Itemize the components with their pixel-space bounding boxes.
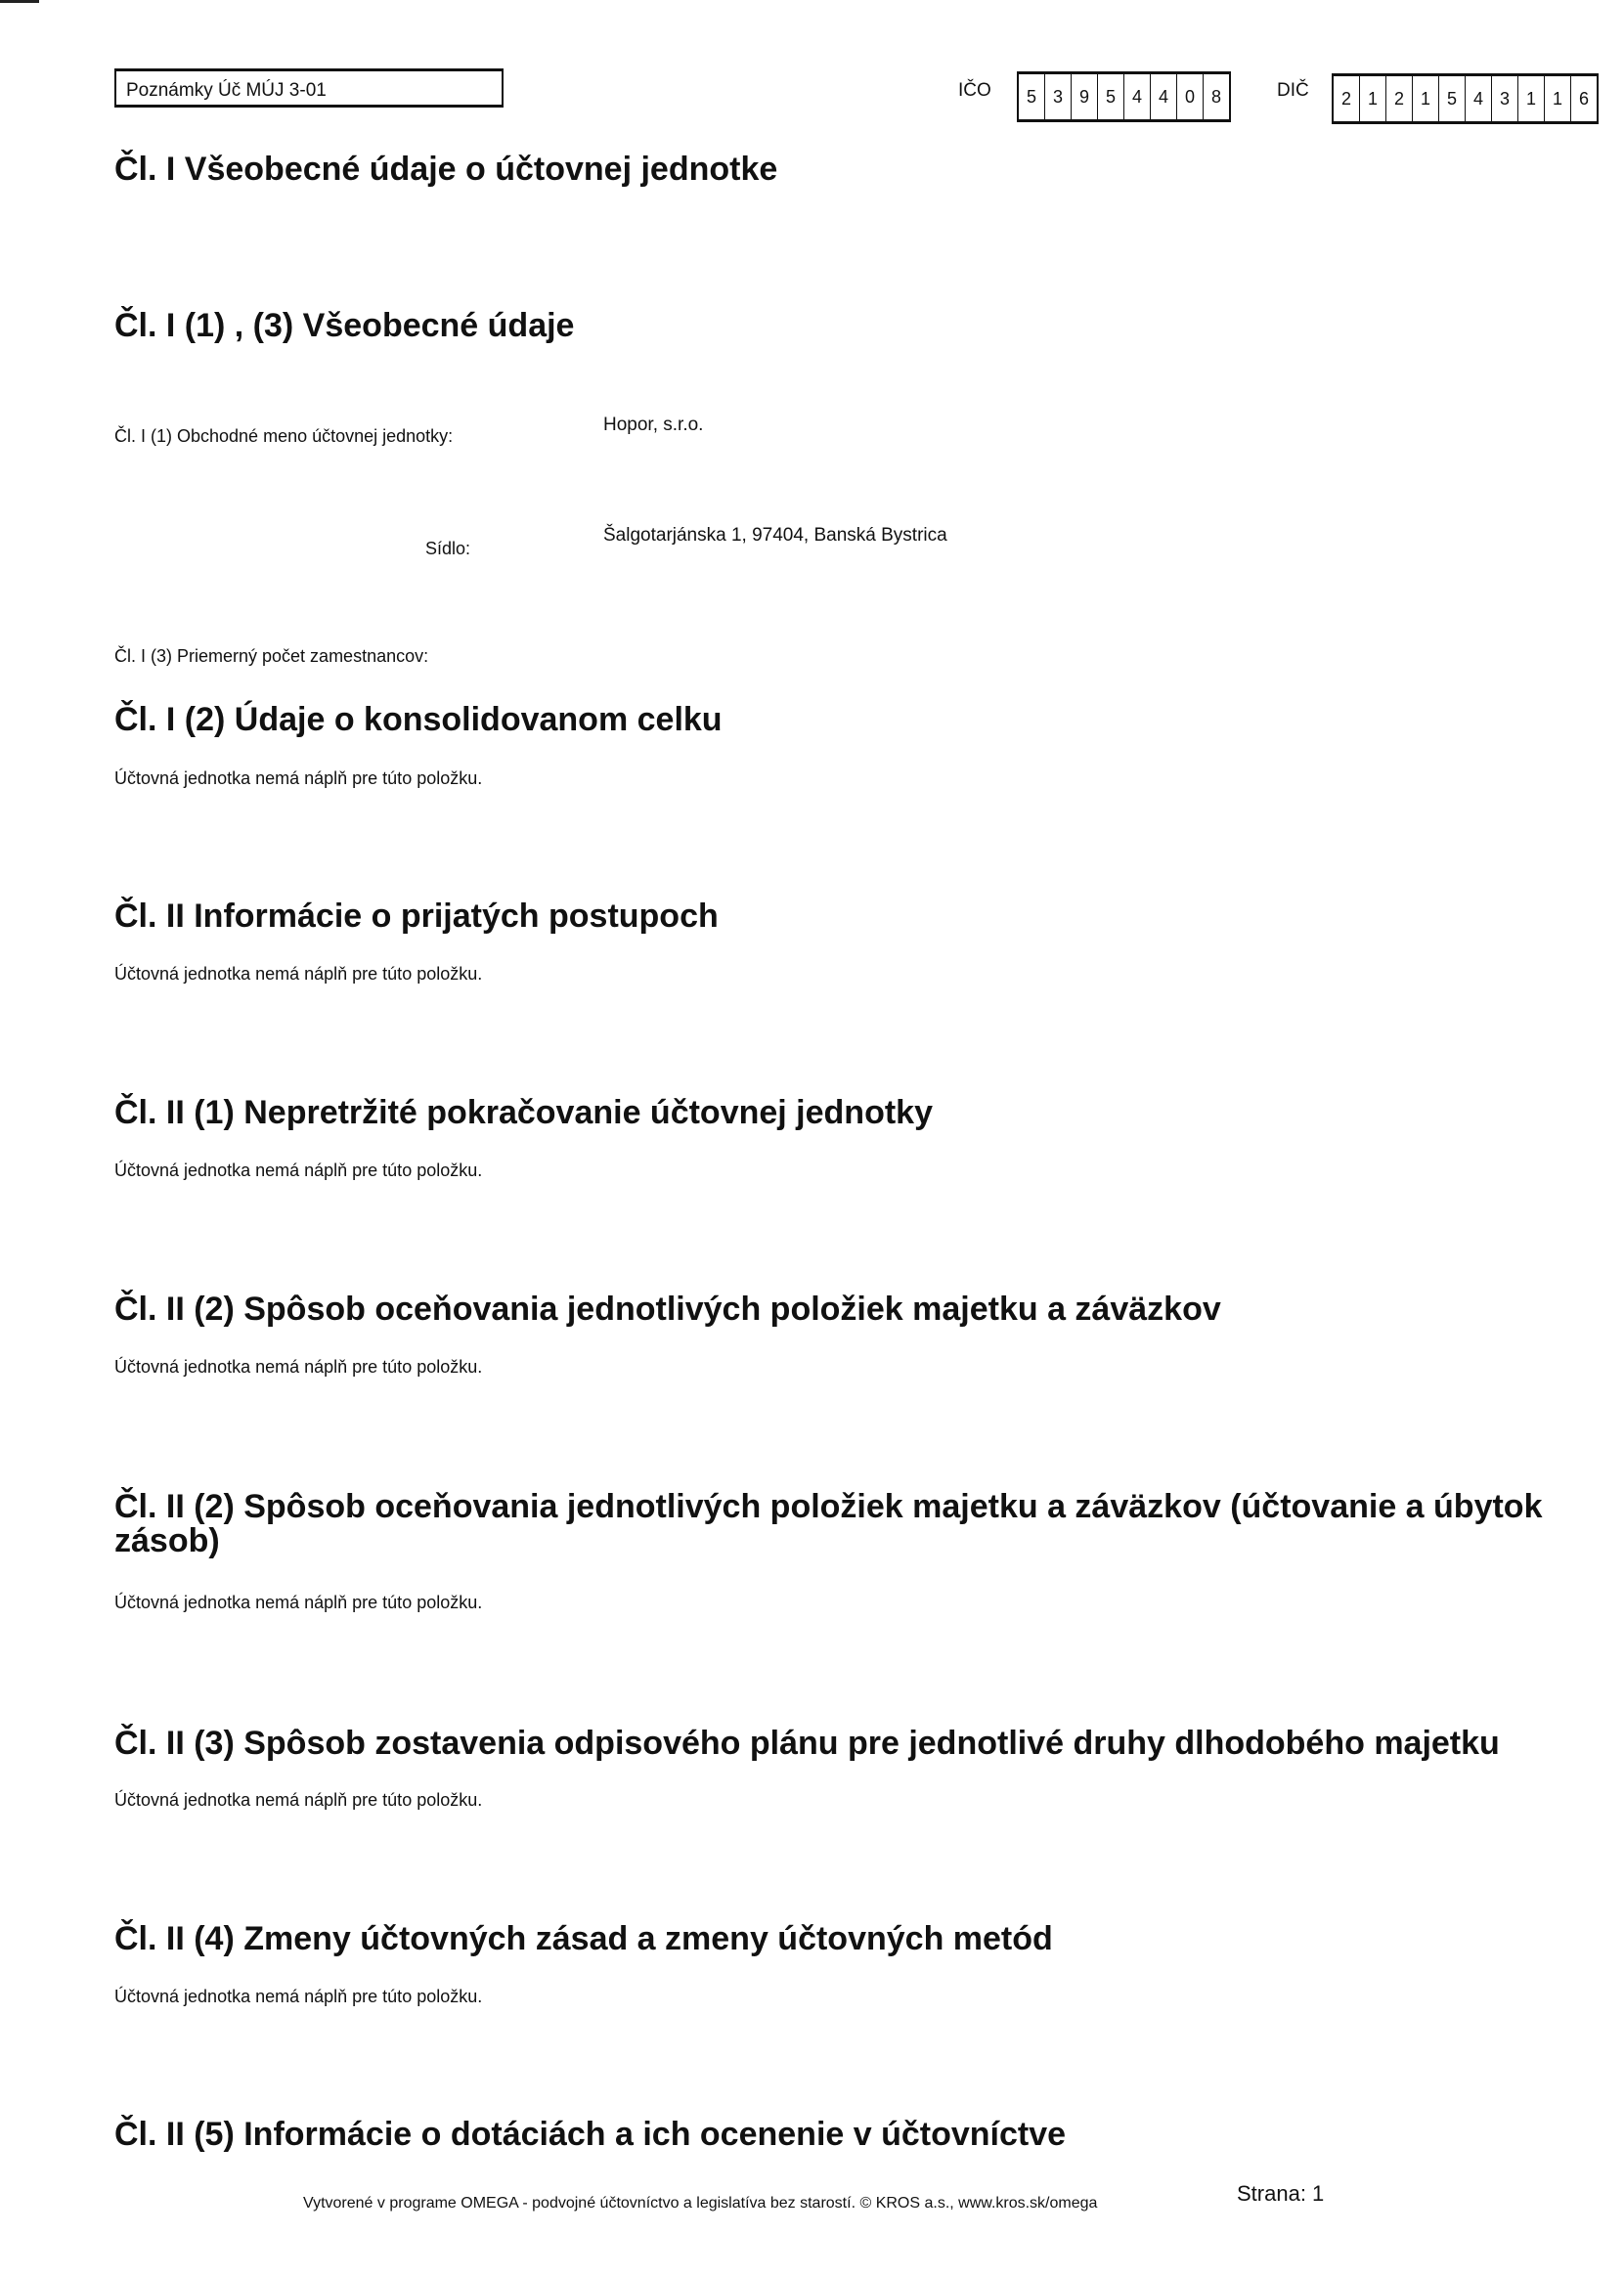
- digit-cell: 4: [1124, 74, 1151, 119]
- scan-edge-mark: [0, 0, 39, 3]
- section-text: Účtovná jednotka nemá náplň pre túto položku.: [114, 768, 483, 788]
- section-title: Čl. I (2) Údaje o konsolidovanom celku: [114, 701, 723, 738]
- section-title-cont: zásob): [114, 1522, 220, 1559]
- section-title: Čl. II (4) Zmeny účtovných zásad a zmeny účtovných metód: [114, 1920, 1053, 1957]
- ico-label: IČO: [958, 80, 991, 101]
- digit-cell: 1: [1518, 76, 1545, 121]
- section-title: Čl. I (1) , (3) Všeobecné údaje: [114, 307, 575, 344]
- digit-cell: 8: [1210, 86, 1221, 107]
- seat-label: Sídlo:: [425, 539, 471, 558]
- digit-cell: 5: [1439, 76, 1466, 121]
- section-title: Čl. I Všeobecné údaje o účtovnej jednotke: [114, 151, 778, 188]
- digit-cell: 4: [1466, 76, 1492, 121]
- section-text: Účtovná jednotka nemá náplň pre túto položku.: [114, 1161, 483, 1180]
- digit-cell: 2: [1334, 76, 1360, 121]
- section-title: Čl. II (2) Spôsob oceňovania jednotlivých položiek majetku a záväzkov: [114, 1291, 1221, 1328]
- section-text: Účtovná jednotka nemá náplň pre túto položku.: [114, 1790, 483, 1810]
- ico-digits: [1017, 71, 1231, 122]
- seat-value: Šalgotarjánska 1, 97404, Banská Bystrica: [603, 525, 947, 546]
- section-text: Účtovná jednotka nemá náplň pre túto položku.: [114, 1987, 483, 2006]
- section-text: Účtovná jednotka nemá náplň pre túto položku.: [114, 964, 483, 984]
- digit-cell: 3: [1492, 76, 1518, 121]
- digit-cell: 9: [1072, 74, 1098, 119]
- name-label: Čl. I (1) Obchodné meno účtovnej jednotky:: [114, 426, 454, 446]
- name-value: Hopor, s.r.o.: [603, 415, 704, 435]
- section-title: Čl. II Informácie o prijatých postupoch: [114, 898, 719, 935]
- footer-text: Vytvorené v programe OMEGA - podvojné účtovníctvo a legislatíva bez starostí. © KROS a.s., www.kros.sk/omega: [303, 2195, 1098, 2212]
- form-label-box: Poznámky Úč MÚJ 3-01: [114, 68, 504, 108]
- digit-cell: 0: [1177, 74, 1204, 119]
- digit-cell: 5: [1098, 74, 1124, 119]
- employees-label: Čl. I (3) Priemerný počet zamestnancov:: [114, 646, 429, 666]
- digit-cell: 1: [1413, 76, 1439, 121]
- section-title: Čl. II (2) Spôsob oceňovania jednotlivých položiek majetku a záväzkov (účtovanie a úbytok: [114, 1488, 1543, 1525]
- digit-cell: 4: [1151, 74, 1177, 119]
- section-title: Čl. II (3) Spôsob zostavenia odpisového plánu pre jednotlivé druhy dlhodobého majetku: [114, 1725, 1500, 1762]
- section-title: Čl. II (5) Informácie o dotáciách a ich ocenenie v účtovníctve: [114, 2116, 1067, 2153]
- digit-cell: 1: [1360, 76, 1386, 121]
- digit-cell: 3: [1045, 74, 1072, 119]
- digit-cell: 2: [1386, 76, 1413, 121]
- digit-cell: 5: [1019, 74, 1045, 119]
- dic-digits: [1332, 73, 1599, 124]
- digit-cell: 6: [1578, 88, 1589, 109]
- section-title: Čl. II (1) Nepretržité pokračovanie účtovnej jednotky: [114, 1094, 933, 1131]
- section-text: Účtovná jednotka nemá náplň pre túto položku.: [114, 1593, 483, 1612]
- section-text: Účtovná jednotka nemá náplň pre túto položku.: [114, 1357, 483, 1377]
- page-number: Strana: 1: [1237, 2181, 1325, 2206]
- digit-cell: 1: [1545, 76, 1571, 121]
- dic-label: DIČ: [1277, 80, 1309, 101]
